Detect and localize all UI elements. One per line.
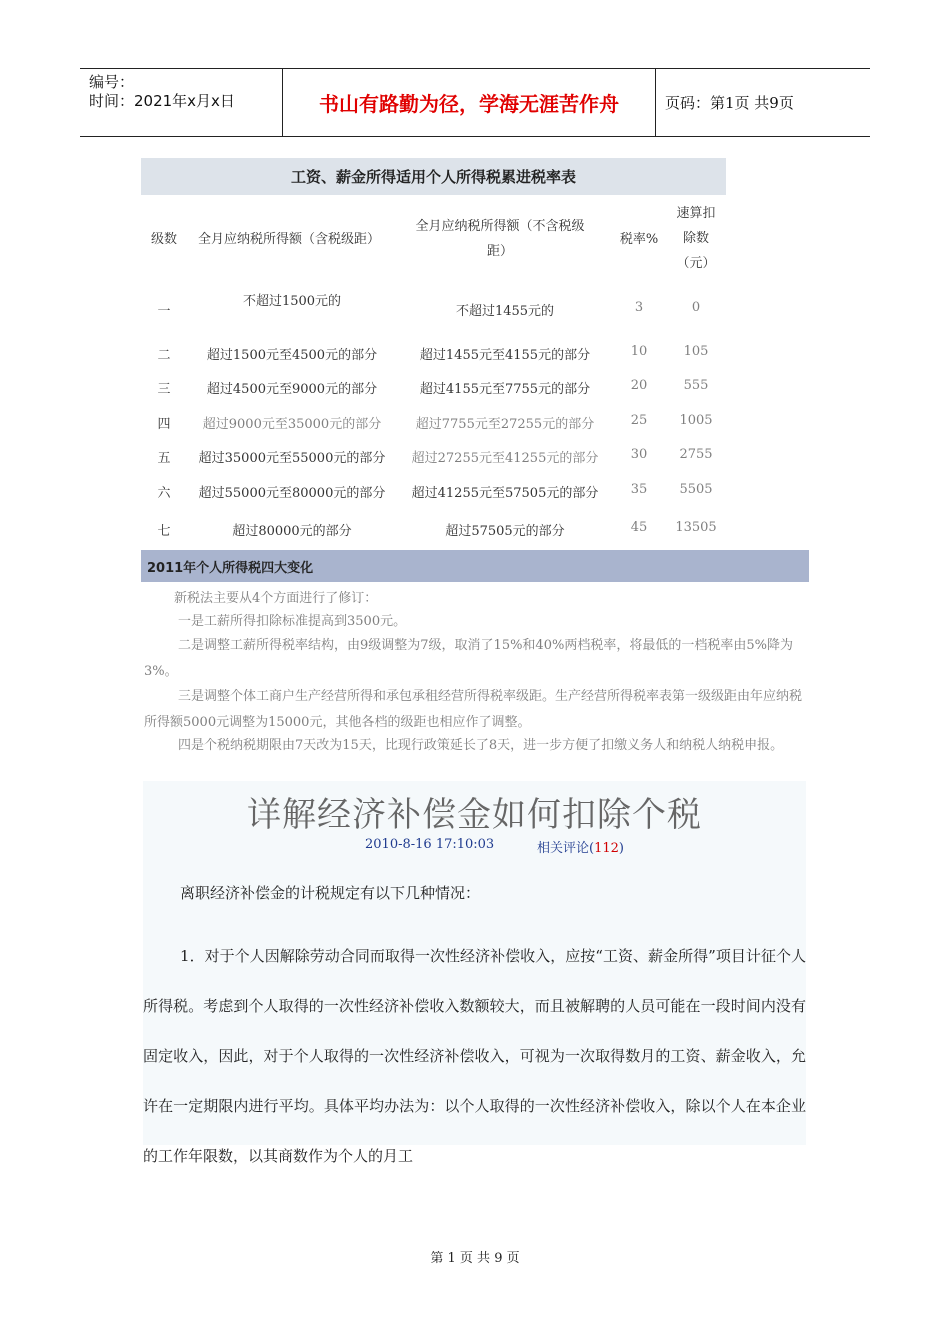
row-deduction: 1005 [679,413,713,428]
row-incl: 超过55000元至80000元的部分 [198,486,386,501]
row-incl: 超过1500元至4500元的部分 [206,348,378,363]
row-rate: 25 [630,413,648,428]
article-comments-link[interactable] [537,837,624,856]
row-level: 一 [157,304,171,319]
row-deduction: 2755 [679,447,713,462]
tax-table-title: 工资、薪金所得适用个人所得税累进税率表 [141,158,726,195]
row-excl: 超过27255元至41255元的部分 [411,451,599,466]
row-level: 四 [157,417,171,432]
row-excl: 超过41255元至57505元的部分 [411,486,599,501]
row-level: 七 [157,524,171,539]
changes-paragraph: 三是调整个体工商户生产经营所得和承包承租经营所得税率级距。生产经营所得税率表第一级级距由年应纳税所得额5000元调整为15000元，其他各档的级距也相应作了调整。 [144,689,803,730]
row-rate: 45 [630,520,648,535]
changes-paragraph: 二是调整工薪所得税率结构，由9级调整为7级，取消了15%和40%两档税率，将最低的一档税率由5%降为3%。 [144,638,793,679]
header-incl: 全月应纳税所得额（含税级距） [197,232,380,247]
row-incl: 不超过1500元的 [242,294,342,309]
changes-intro: 新税法主要从4个方面进行了修订： [174,591,378,606]
header-rate: 税率% [619,232,659,247]
row-level: 二 [157,348,171,363]
comments-count: 112 [594,841,619,856]
row-excl: 不超过1455元的 [455,304,555,319]
article-panel [143,781,806,1165]
article-title: 详解经济补偿金如何扣除个税 [247,795,702,835]
row-deduction: 105 [683,344,709,359]
article-datetime: 2010-8-16 17:10:03 [365,837,495,852]
page-footer: 第 1 页 共 9 页 [430,1251,520,1266]
row-deduction: 5505 [679,482,713,497]
row-incl: 超过35000元至55000元的部分 [198,451,386,466]
row-excl: 超过1455元至4155元的部分 [419,348,591,363]
row-rate: 10 [630,344,648,359]
article-body: 1．对于个人因解除劳动合同而取得一次性经济补偿收入，应按“工资、薪金所得”项目计征个人所得税。考虑到个人取得的一次性经济补偿收入数额较大，而且被解聘的人员可能在一段时间内没有固定收入，因此，对于个人取得的一次性经济补偿收入，可视为一次取得数月的工资、薪金收入，允许在一定期限内进行平均。具体平均办法为：以个人取得的一次性经济补偿收入，除以个人在本企业的工作年限数，以其商数作为个人的月工 [143,947,806,1165]
article-lead: 离职经济补偿金的计税规定有以下几种情况： [180,884,481,902]
comments-label: 相关评论( [537,841,595,856]
comments-close: ) [618,841,624,856]
row-deduction: 13505 [675,520,717,535]
row-rate: 20 [630,378,648,393]
changes-heading: 2011年个人所得税四大变化 [141,550,809,582]
tax-table [0,0,950,560]
row-excl: 超过7755元至27255元的部分 [415,417,595,432]
header-level: 级数 [150,232,177,247]
row-incl: 超过9000元至35000元的部分 [202,417,382,432]
changes-paragraph: 一是工薪所得扣除标准提高到3500元。 [178,614,407,629]
date-label: 时间：2021年x月x日 [89,92,235,110]
row-incl: 超过4500元至9000元的部分 [206,382,378,397]
row-deduction: 0 [691,300,701,315]
header-page-label: 页码：第1页 共9页 [665,94,794,112]
row-rate: 35 [630,482,648,497]
row-excl: 超过57505元的部分 [445,524,565,539]
header-excl: 全月应纳税所得额（不含税级距） [415,219,585,259]
row-deduction: 555 [683,378,709,393]
row-level: 六 [157,486,171,501]
row-rate: 3 [634,300,644,315]
number-label: 编号： [89,73,135,91]
header-motto: 书山有路勤为径，学海无涯苦作舟 [319,92,619,116]
changes-paragraph: 四是个税纳税期限由7天改为15天，比现行政策延长了8天，进一步方便了扣缴义务人和纳税人纳税申报。 [178,738,784,753]
row-rate: 30 [630,447,648,462]
header-deduction: 速算扣除数（元） [676,206,716,271]
row-excl: 超过4155元至7755元的部分 [419,382,591,397]
row-level: 三 [157,382,171,397]
row-level: 五 [157,451,171,466]
row-incl: 超过80000元的部分 [232,524,352,539]
